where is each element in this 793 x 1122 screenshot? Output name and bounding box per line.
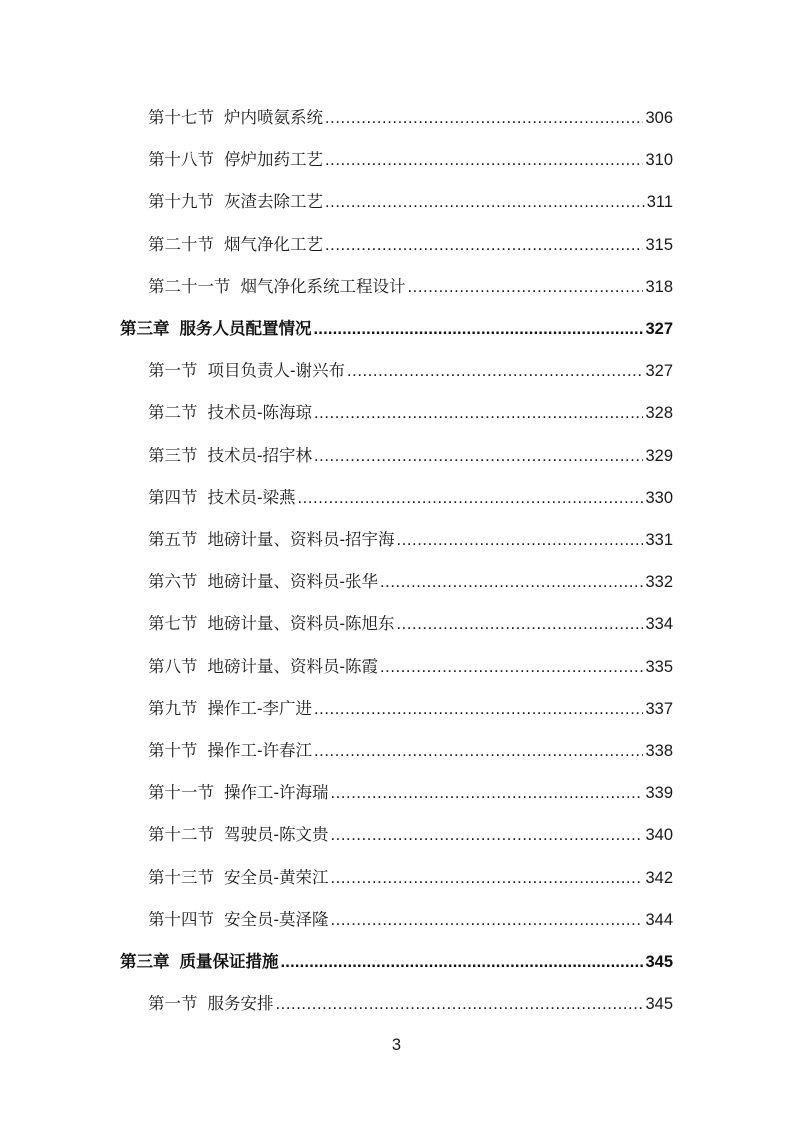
toc-entry-number: 第十八节 — [148, 151, 214, 170]
dot-leader — [281, 948, 644, 976]
toc-entry-title: 安全员-黄荣江 — [224, 868, 329, 887]
toc-entry-section[interactable] — [148, 188, 673, 216]
toc-entry-page: 342 — [645, 868, 673, 887]
toc-entry-section[interactable] — [148, 104, 673, 132]
toc-entry-number: 第十一节 — [148, 784, 214, 803]
dot-leader — [331, 779, 644, 807]
toc-entry-title: 质量保证措施 — [179, 953, 279, 971]
toc-entry-page: 327 — [645, 320, 673, 338]
toc-entry-section[interactable] — [148, 610, 673, 638]
toc-entry-title: 技术员-梁燕 — [207, 488, 296, 507]
dot-leader — [314, 399, 643, 427]
toc-entry-title: 项目负责人-谢兴布 — [207, 362, 345, 381]
dot-leader — [314, 737, 643, 765]
toc-entry-page: 337 — [645, 699, 673, 718]
toc-entry-section[interactable] — [148, 442, 673, 470]
dot-leader — [380, 568, 643, 596]
toc-entry-section[interactable] — [148, 399, 673, 427]
toc-entry-page: 329 — [645, 446, 673, 465]
toc-entry-page: 331 — [645, 531, 673, 549]
dot-leader — [276, 990, 644, 1018]
toc-entry-title: 地磅计量、资料员-陈旭东 — [207, 615, 395, 634]
dot-leader — [325, 104, 643, 132]
toc-entry-section[interactable] — [148, 864, 673, 892]
toc-entry-title: 灰渣去除工艺 — [224, 193, 323, 212]
dot-leader — [347, 357, 643, 385]
toc-entry-title: 烟气净化工艺 — [224, 235, 323, 254]
toc-entry-section[interactable] — [148, 484, 673, 512]
toc-entry-number: 第十三节 — [148, 868, 214, 887]
dot-leader — [314, 315, 644, 343]
toc-entry-page: 330 — [645, 488, 673, 507]
toc-entry-number: 第三节 — [148, 446, 198, 465]
toc-entry-title: 技术员-陈海琼 — [207, 404, 312, 423]
toc-entry-section[interactable] — [148, 526, 673, 554]
toc-entry-number: 第十四节 — [148, 910, 214, 929]
toc-entry-page: 335 — [645, 657, 673, 676]
toc-entry-number: 第三章 — [120, 320, 170, 338]
dot-leader — [380, 653, 643, 681]
toc-entry-page: 338 — [645, 742, 673, 760]
toc-entry-number: 第一节 — [148, 362, 198, 381]
toc-entry-number: 第四节 — [148, 488, 198, 507]
toc-entry-page: 345 — [645, 953, 673, 971]
toc-entry-section[interactable] — [148, 653, 673, 681]
toc-entry-section[interactable] — [148, 231, 673, 259]
toc-entry-section[interactable] — [148, 737, 673, 765]
dot-leader — [331, 864, 644, 892]
dot-leader — [298, 484, 644, 512]
toc-entry-number: 第十九节 — [148, 193, 214, 212]
toc-entry-section[interactable] — [148, 779, 673, 807]
toc-entry-page: 340 — [645, 826, 673, 845]
toc-entry-page: 318 — [645, 277, 673, 296]
toc-entry-title: 烟气净化系统工程设计 — [240, 277, 406, 296]
dot-leader — [331, 821, 644, 849]
toc-entry-title: 安全员-莫泽隆 — [224, 910, 329, 929]
toc-entry-section[interactable] — [148, 273, 673, 301]
toc-entry-title: 操作工-许海瑞 — [224, 784, 329, 803]
dot-leader — [331, 906, 644, 934]
toc-entry-page: 332 — [645, 573, 673, 592]
toc-entry-title: 地磅计量、资料员-招宇海 — [207, 531, 395, 549]
toc-entry-page: 306 — [645, 109, 673, 127]
toc-entry-chapter[interactable] — [120, 315, 673, 343]
toc-entry-number: 第三章 — [120, 953, 170, 971]
toc-entry-page: 344 — [645, 910, 673, 929]
toc-entry-number: 第十七节 — [148, 109, 214, 127]
toc-entry-page: 310 — [645, 151, 673, 170]
toc-entry-number: 第七节 — [148, 615, 198, 634]
toc-entry-title: 停炉加药工艺 — [224, 151, 323, 170]
toc-entry-number: 第十二节 — [148, 826, 214, 845]
dot-leader — [408, 273, 644, 301]
toc-entry-number: 第八节 — [148, 657, 198, 676]
dot-leader — [325, 146, 643, 174]
toc-entry-title: 技术员-招宇林 — [207, 446, 312, 465]
toc-entry-number: 第五节 — [148, 531, 198, 549]
toc-entry-number: 第二十节 — [148, 235, 214, 254]
toc-entry-section[interactable] — [148, 146, 673, 174]
toc-entry-title: 地磅计量、资料员-陈霞 — [207, 657, 378, 676]
toc-entry-page: 328 — [645, 404, 673, 423]
toc-entry-chapter[interactable] — [120, 948, 673, 976]
toc-entry-page: 327 — [645, 362, 673, 381]
toc-entry-page: 315 — [645, 235, 673, 254]
toc-entry-title: 服务人员配置情况 — [179, 320, 312, 338]
toc-entry-number: 第十节 — [148, 742, 198, 760]
dot-leader — [325, 188, 645, 216]
toc-entry-page: 345 — [645, 995, 673, 1014]
toc-entry-title: 炉内喷氨系统 — [224, 109, 323, 127]
toc-entry-title: 操作工-李广进 — [207, 699, 312, 718]
toc-entry-section[interactable] — [148, 695, 673, 723]
toc-entry-number: 第九节 — [148, 699, 198, 718]
toc-entry-page: 339 — [645, 784, 673, 803]
dot-leader — [325, 231, 643, 259]
toc-entry-title: 驾驶员-陈文贵 — [224, 826, 329, 845]
toc-entry-section[interactable] — [148, 821, 673, 849]
toc-entry-title: 服务安排 — [207, 995, 274, 1014]
toc-entry-section[interactable] — [148, 357, 673, 385]
toc-entry-title: 地磅计量、资料员-张华 — [207, 573, 378, 592]
toc-entry-section[interactable] — [148, 906, 673, 934]
toc-entry-page: 311 — [646, 193, 673, 212]
toc-entry-section[interactable] — [148, 568, 673, 596]
toc-entry-number: 第二节 — [148, 404, 198, 423]
dot-leader — [397, 610, 644, 638]
toc-entry-number: 第二十一节 — [148, 277, 231, 296]
dot-leader — [314, 695, 643, 723]
toc-entry-number: 第一节 — [148, 995, 198, 1014]
page-number: 3 — [391, 1036, 402, 1054]
toc-entry-section[interactable] — [148, 990, 673, 1018]
toc-entry-number: 第六节 — [148, 573, 198, 592]
toc-entry-title: 操作工-许春江 — [207, 742, 312, 760]
toc-entry-page: 334 — [645, 615, 673, 634]
dot-leader — [397, 526, 644, 554]
dot-leader — [314, 442, 643, 470]
